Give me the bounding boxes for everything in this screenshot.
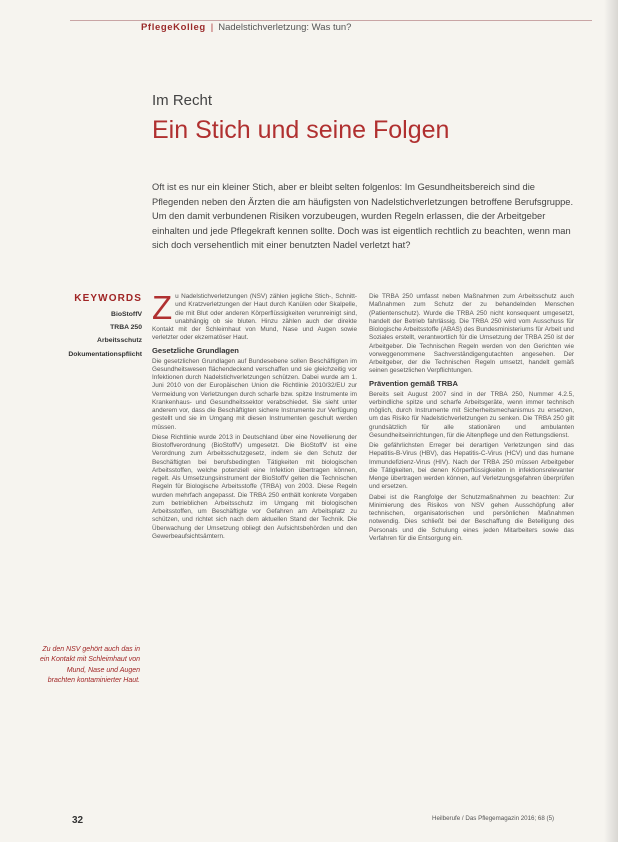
keywords-box bbox=[24, 293, 142, 361]
header-rule bbox=[70, 20, 592, 21]
paragraph: Die TRBA 250 umfasst neben Maßnahmen zum Arbeitsschutz auch Maßnahmen zum Schutz der zu behandelnden Menschen (Patientenschutz). Wurde die TRBA 250 nicht konsequent umgesetzt, handelt der Betrieb fahrlässig. Die TRBA 250 wird vom Ausschuss für Biologische Arbeitsstoffe (ABAS) des Bundesministeriums für Arbeit und Soziales erstellt, verantwortlich für die Umsetzung der TRBA 250 ist der Arbeitgeber. Die Technischen Regeln werden von den Gerichten wie vorweggenommene Sachverständigengutachten angesehen. Der Arbeitgeber, der die Technischen Regeln umsetzt, handelt gemäß seinen gesetzlichen Verpflichtungen. bbox=[369, 293, 574, 375]
drop-cap: Z bbox=[152, 293, 173, 326]
paragraph: Diese Richtlinie wurde 2013 in Deutschland über eine Novellierung der Biostoffverordnung (BioStoffV) umgesetzt. Die BioStoffV ist eine Verordnung zum Arbeitsschutzgesetz, indem sie den Schutz der Beschäftigten bei berufsbedingten Tätigkeiten mit biologischen Arbeitsstoffen, welche potenziell eine Infektion übertragen können, regelt. Als Umsetzungsinstrument der BioStoffV gelten die Technischen Regeln für Biologische Arbeitsstoffe (TRBA) von 2003. Diese Regeln wurden mehrfach angepasst. Die TRBA 250 enthält konkrete Vorgaben zum betrieblichen Arbeitsschutz im Umgang mit biologischen Arbeitsstoffen, um Beschäftigte vor Gefahren am Arbeitsplatz zu schützen, und richtet sich nach dem aktuellen Stand der Technik. Die Überwachung der Umsetzung obliegt den Aufsichtsbehörden und den Gewerbeaufsichtsämtern. bbox=[152, 433, 357, 540]
running-header bbox=[141, 22, 351, 33]
article-intro: Oft ist es nur ein kleiner Stich, aber er bleibt selten folgenlos: Im Gesundheitsbereich sind die Pflegenden neben den Ärzten die am häufigsten von Nadelstichverletzungen betroffene Berufsgruppe. Um den damit verbundenen Risiken vorzubeugen, wurden Regeln erlassen, die der Arbeitgeber einhalten und jede Pflegekraft kennen sollte. Doch was ist eigentlich rechtlich zu beachten, wenn man sich doch versehentlich mit einer benutzten Nadel verletzt hat? bbox=[152, 182, 574, 250]
keyword-item: Dokumentationspflicht bbox=[68, 350, 142, 358]
keyword-item: TRBA 250 bbox=[110, 324, 142, 332]
keyword-item: Arbeitsschutz bbox=[97, 337, 142, 345]
article-title: Ein Stich und seine Folgen bbox=[152, 116, 450, 144]
margin-caption: Zu den NSV gehört auch das in ein Kontakt mit Schleimhaut von Mund, Nase und Augen brachten kontaminierter Haut. bbox=[40, 646, 140, 685]
keywords-title: KEYWORDS bbox=[74, 293, 142, 304]
footer-source: Heilberufe / Das Pflegemagazin 2016; 68 (5) bbox=[432, 815, 555, 822]
header-subtitle: Nadelstichverletzung: Was tun? bbox=[218, 22, 352, 33]
subheading: Prävention gemäß TRBA bbox=[369, 378, 459, 388]
subheading: Gesetzliche Grundlagen bbox=[152, 345, 239, 355]
body-column-left bbox=[152, 293, 357, 773]
section-label: Im Recht bbox=[152, 92, 213, 109]
paragraph: Die gesetzlichen Grundlagen auf Bundesebene sollen Beschäftigten im Gesundheitswesen flächendeckend verschaffen und sie gleichzeitig vor Infektionen durch Nadelstichverletzungen schützen. Dabei wurde am 1. Juni 2010 von der Europäischen Union die Richtlinie 2010/32/EU zur Vermeidung von Verletzungen durch scharfe bzw. spitze Instrumente im Krankenhaus- und Gesundheitssektor verabschiedet. Sie sieht unter anderem vor, dass die Beschäftigten sichere Instrumente zur Verfügung gestellt und sie im Umgang mit diesen Instrumenten geschult werden müssen. bbox=[152, 357, 357, 431]
paragraph: Die gefährlichsten Erreger bei derartigen Verletzungen sind das Hepatitis-B-Virus (HBV), das Hepatitis-C-Virus (HCV) und das humane Immundefizienz-Virus (HIV). Nach der TRBA 250 müssen Arbeitgeber die Tätigkeiten, bei denen Körperflüssigkeiten in infektionsrelevanter Menge übertragen werden können, auf Verletzungsgefahren überprüfen und ersetzen. bbox=[369, 442, 574, 491]
magazine-section-brand: PflegeKolleg bbox=[141, 22, 206, 33]
keyword-item: BioStoffV bbox=[111, 311, 142, 318]
body-column-right bbox=[369, 293, 574, 773]
header-separator: | bbox=[210, 22, 214, 33]
page-number: 32 bbox=[72, 815, 84, 826]
page-edge-shadow bbox=[604, 0, 618, 842]
paragraph: Dabei ist die Rangfolge der Schutzmaßnahmen zu beachten: Zur Minimierung des Risikos von NSV gehen Ausschöpfung aller technischen, organisatorischen und persönlichen Maßnahmen notwendig. Dies schließt bei der Beschaffung die Beteiligung des Personals und die Schulung eines jeden Mitarbeiters sowie das Verfahren für die Entsorgung ein. bbox=[369, 493, 574, 542]
paragraph: Bereits seit August 2007 sind in der TRBA 250, Nummer 4.2.5, verbindliche spitze und scharfe Arbeitsgeräte, wenn immer technisch möglich, durch Instrumente mit Sicherheitsmechanismus zu ersetzen, um das Risiko für Nadelstichverletzungen zu senken. Die TRBA 250 gilt grundsätzlich für alle stationären und ambulanten Gesundheitseinrichtungen, für die Altenpflege und den Rettungsdienst. bbox=[369, 390, 574, 439]
paragraph-text: u Nadelstichverletzungen (NSV) zählen jegliche Stich-, Schnitt- und Kratzverletzungen der Haut durch Kanülen oder Skalpelle, die mit Blut oder anderen Körperflüssigkeiten verunreinigt sind, unabhängig ob sie bluten. Hinzu zählen auch der direkte Kontakt mit der Schleimhaut von Mund, Nase und Augen sowie verletzter oder ekzematöser Haut. bbox=[152, 293, 357, 342]
paragraph bbox=[152, 293, 357, 343]
